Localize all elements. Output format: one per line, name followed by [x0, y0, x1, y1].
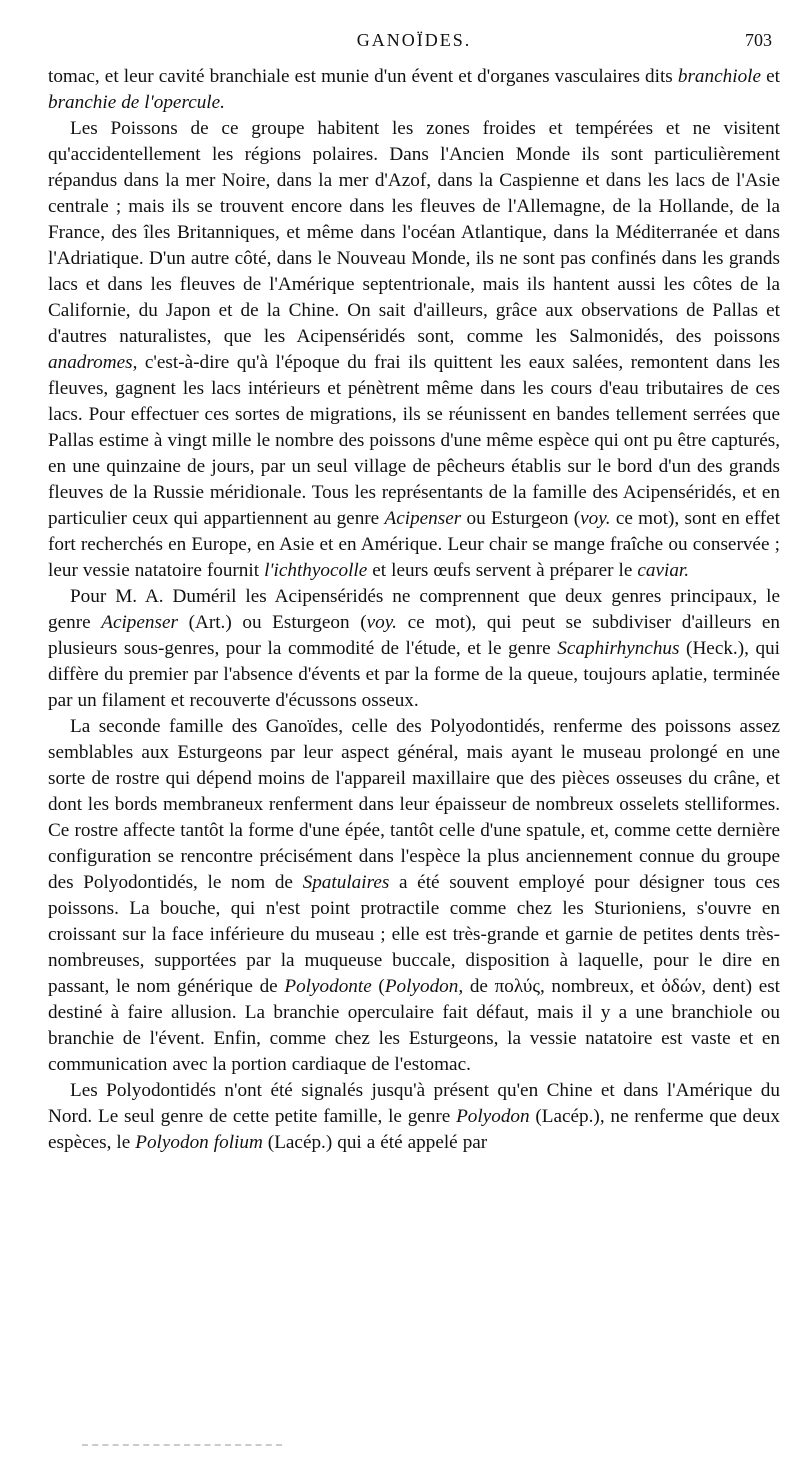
text-run: (Lacép.), ne renferme que deux espèces, le	[48, 1106, 780, 1153]
italic-text: anadromes	[48, 352, 133, 373]
text-run: La seconde famille des Ganoïdes, celle des Polyodontidés, renferme des poissons assez semblables aux Esturgeons par leur aspect général, mais ayant le museau prolongé en une sorte de rostre qui dépend moins de l'appareil maxillaire que des pièces osseuses du crâne, et dont les bords membraneux renferment dans leur épaisseur de nombreux osselets stelliformes. Ce rostre affecte tantôt la forme d'une épée, tantôt celle d'une spatule, et, comme cette dernière configuration se rencontre précisément dans l'espèce la plus anciennement connue du groupe des Polyodontidés, le nom de	[48, 716, 780, 893]
text-run: de πολύς, nombreux, et ὀδών, dent) est destiné à faire allusion. La branchie operculaire fait défaut, mais il y a une branchiole ou branchie de l'évent. Enfin, comme chez les Esturgeons, la vessie natatoire est vaste et en communication avec la portion cardiaque de l'estomac.	[48, 976, 781, 1075]
italic-text: Polyodon,	[384, 976, 464, 997]
running-head	[48, 30, 780, 64]
italic-text: Acipenser	[101, 612, 178, 633]
italic-text: Acipenser	[384, 508, 462, 529]
text-run: ce mot), qui peut se subdiviser d'ailleurs en plusieurs sous-genres, pour la commodité de l'étude, et le genre	[48, 612, 781, 659]
paragraph	[48, 64, 780, 116]
italic-text: branchiole	[677, 66, 762, 87]
paragraph	[48, 584, 780, 714]
running-title: GANOÏDES.	[356, 30, 472, 50]
italic-text: Polyodon	[456, 1106, 530, 1127]
footer-rule	[82, 1444, 282, 1448]
text-run: ce mot), sont en effet fort recherchés en Europe, en Asie et en Amérique. Leur chair se mange fraîche ou conservée ; leur vessie natatoire fournit	[48, 508, 780, 581]
text-run: et	[761, 66, 780, 87]
italic-text: voy.	[580, 508, 611, 529]
text-run: (Art.) ou Esturgeon (	[177, 612, 367, 633]
italic-text: branchie de l'opercule.	[48, 92, 225, 113]
text-run: , c'est-à-dire qu'à l'époque du frai ils quittent les eaux salées, remontent dans les fleuves, gagnent les lacs intérieurs et pénètrent même dans les cours d'eau tributaires de ces lacs. Pour effectuer ces sortes de migrations, ils se réunissent en bandes tellement serrées que Pallas estime à vingt mille le nombre des poissons d'une même espèce qui ont pu être capturés, en une quinzaine de jours, par un seul village de pêcheurs établis sur le bord d'un des grands fleuves de la Russie méridionale. Tous les représentants de la famille des Acipenséridés, et en particulier ceux qui appartiennent au genre	[48, 352, 780, 529]
text-run: a été souvent employé pour désigner tous ces poissons. La bouche, qui n'est point protractile comme chez les Sturioniens, s'ouvre en croissant sur la face inférieure du museau ; elle est très-grande et garnie de petites dents très-nombreuses, supportées par la muqueuse buccale, disposition à laquelle, pour le dire en passant, le nom générique de	[48, 872, 780, 997]
italic-text: voy.	[366, 612, 397, 633]
text-run: et leurs œufs servent à préparer le	[367, 560, 638, 581]
paragraph	[48, 714, 780, 1078]
text-run: (Heck.), qui diffère du premier par l'absence d'évents et par la forme de la queue, toujours aplatie, terminée par un filament et recouverte d'écussons osseux.	[48, 638, 780, 711]
italic-text: Polyodon folium	[135, 1132, 263, 1153]
paragraph	[48, 1078, 780, 1156]
text-run: (	[371, 976, 385, 997]
body-text	[48, 64, 780, 1156]
italic-text: Scaphirhynchus	[557, 638, 680, 659]
italic-text: l'ichthyocolle	[264, 560, 368, 581]
text-run: ou Esturgeon (	[461, 508, 581, 529]
italic-text: Spatulaires	[302, 872, 390, 893]
page-number: 703	[745, 30, 772, 50]
text-run: Les Poissons de ce groupe habitent les zones froides et tempérées et ne visitent qu'accidentellement les régions polaires. Dans l'Ancien Monde ils sont particulièrement répandus dans la mer Noire, dans la mer d'Azof, dans la Caspienne et dans les lacs de l'Asie centrale ; mais ils se trouvent encore dans les fleuves de l'Allemagne, de la Hollande, de la France, des îles Britanniques, et même dans l'océan Atlantique, dans la Méditerranée et dans l'Adriatique. D'un autre côté, dans le Nouveau Monde, ils ne sont pas confinés dans les grands lacs et dans les fleuves de l'Amérique septentrionale, mais ils hantent aussi les côtes de la Californie, du Japon et de la Chine. On sait d'ailleurs, grâce aux observations de Pallas et d'autres naturalistes, que les Acipenséridés sont, comme les Salmonidés, des poissons	[48, 118, 780, 347]
text-run: Pour M. A. Duméril les Acipenséridés ne comprennent que deux genres principaux, le genre	[48, 586, 780, 633]
text-run: tomac, et leur cavité branchiale est munie d'un évent et d'organes vasculaires dits	[48, 66, 678, 87]
text-run: (Lacép.) qui a été appelé par	[262, 1132, 488, 1153]
italic-text: caviar.	[637, 560, 690, 581]
paragraph	[48, 116, 780, 584]
italic-text: Polyodonte	[284, 976, 372, 997]
text-run: Les Polyodontidés n'ont été signalés jusqu'à présent qu'en Chine et dans l'Amérique du Nord. Le seul genre de cette petite famille, le genre	[48, 1080, 780, 1127]
